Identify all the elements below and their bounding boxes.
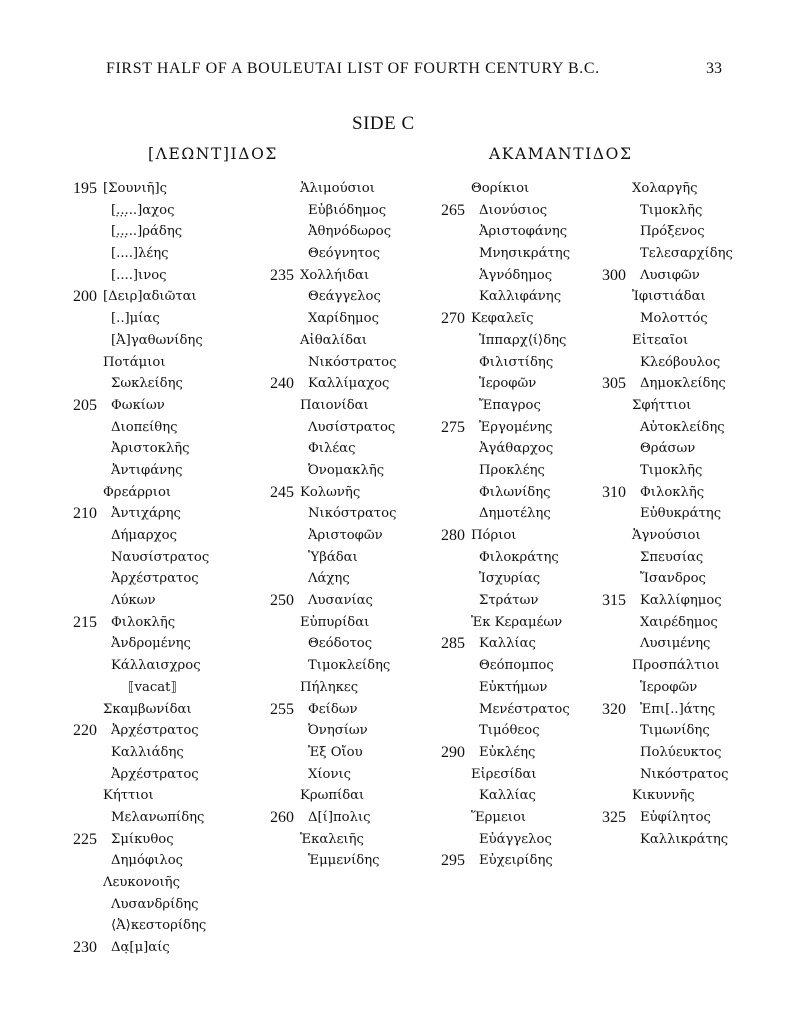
deme-heading bbox=[300, 395, 396, 417]
entry-text: Θεάγγελος bbox=[308, 289, 381, 305]
entry-text: Λυσίστρατος bbox=[308, 419, 396, 435]
entry-text: Ἱππαρχ⟨ί⟩δης bbox=[479, 332, 567, 348]
line-number: 210 bbox=[73, 505, 97, 523]
name-entry bbox=[73, 829, 209, 851]
deme-heading bbox=[471, 764, 570, 786]
line-number: 285 bbox=[441, 635, 465, 653]
line-number: 290 bbox=[441, 743, 465, 761]
line-number: 205 bbox=[73, 396, 97, 414]
entry-text: Κεφαλεῖς bbox=[471, 311, 534, 327]
name-entry bbox=[300, 200, 396, 222]
name-entry bbox=[471, 677, 570, 699]
entry-text: Ἱεροφῶν bbox=[640, 679, 698, 695]
name-entry bbox=[632, 417, 733, 439]
entry-text: Φρεάρριοι bbox=[103, 484, 172, 500]
entry-text: Προσπάλτιοι bbox=[632, 658, 720, 674]
deme-heading bbox=[300, 677, 396, 699]
deme-heading bbox=[103, 482, 209, 504]
page-number: 33 bbox=[706, 60, 722, 77]
entry-text: Ἀνδρομένης bbox=[111, 636, 191, 652]
tribe-heading-akamantis: ΑΚΑΜΑΝΤΙΔΟΣ bbox=[489, 145, 633, 163]
name-entry bbox=[471, 265, 570, 287]
entry-text: Θεόπομπος bbox=[479, 658, 554, 674]
deme-heading bbox=[103, 785, 209, 807]
deme-heading bbox=[632, 525, 733, 547]
entry-text: Ἐξ Οἴου bbox=[308, 744, 363, 760]
name-entry bbox=[632, 438, 733, 460]
entry-text: Σκαμβωνίδαι bbox=[103, 701, 192, 717]
name-entry bbox=[300, 308, 396, 330]
name-entry bbox=[632, 460, 733, 482]
name-entry bbox=[632, 308, 733, 330]
entry-text: [Σουνιῆ]ς bbox=[103, 181, 168, 196]
line-number: 225 bbox=[73, 830, 97, 848]
name-entry bbox=[632, 720, 733, 742]
entry-text: Διονύσιος bbox=[479, 202, 548, 218]
name-entry bbox=[471, 221, 570, 243]
name-entry bbox=[103, 742, 209, 764]
name-entry bbox=[300, 221, 396, 243]
name-entry bbox=[103, 330, 209, 352]
name-entry bbox=[300, 764, 396, 786]
name-entry bbox=[300, 438, 396, 460]
entry-text: Λυσιφῶν bbox=[640, 267, 700, 283]
entry-text: Λυσιμένης bbox=[640, 636, 711, 652]
name-entry bbox=[441, 200, 570, 222]
name-entry bbox=[602, 373, 733, 395]
tribe-heading-leontis: [ΛΕΩΝΤ]ΙΔΟΣ bbox=[148, 145, 278, 163]
entry-text: Φιλιστίδης bbox=[479, 354, 554, 370]
entry-text: Ἐπι[..]άτης bbox=[640, 701, 716, 717]
name-entry bbox=[103, 590, 209, 612]
entry-text: Θράσων bbox=[640, 441, 696, 457]
entry-text: Προκλέης bbox=[479, 462, 545, 478]
name-entry bbox=[471, 460, 570, 482]
line-number: 300 bbox=[602, 266, 626, 284]
entry-text: Θορίκιοι bbox=[471, 181, 530, 196]
entry-text: [Ἀ]γαθωνίδης bbox=[111, 332, 203, 348]
entry-text: [....]λέης bbox=[111, 246, 169, 262]
line-number: 270 bbox=[441, 310, 465, 328]
name-entry bbox=[602, 265, 733, 287]
entry-text: Φιλοκράτης bbox=[479, 549, 559, 565]
entry-text: Αὐτοκλείδης bbox=[640, 419, 725, 435]
entry-text: ⟦vacat⟧ bbox=[128, 679, 177, 695]
entry-text: Χίονις bbox=[308, 766, 352, 782]
name-entry bbox=[73, 937, 209, 959]
name-entry bbox=[632, 829, 733, 851]
entry-text: Φιλέας bbox=[308, 441, 356, 457]
entry-text: Σφήττιοι bbox=[632, 397, 692, 413]
name-entry bbox=[103, 655, 209, 677]
name-entry bbox=[471, 655, 570, 677]
entry-text: Μελανωπίδης bbox=[111, 809, 205, 825]
deme-heading bbox=[300, 612, 396, 634]
deme-heading bbox=[300, 829, 396, 851]
name-entry bbox=[471, 438, 570, 460]
entry-text: Τιμόθεος bbox=[479, 723, 540, 739]
entry-text: Ἀριστοκλῆς bbox=[111, 441, 190, 457]
line-number: 235 bbox=[270, 266, 294, 284]
entry-text: Ἰφιστιάδαι bbox=[632, 289, 706, 305]
entry-text: Εἰρεσίδαι bbox=[471, 766, 537, 782]
deme-heading bbox=[300, 178, 396, 200]
entry-text: Λευκονοιῆς bbox=[103, 875, 180, 890]
name-column-1 bbox=[73, 178, 210, 959]
entry-text: Δημοτέλης bbox=[479, 506, 551, 522]
name-entry bbox=[300, 720, 396, 742]
entry-text: Ἕρμειοι bbox=[471, 809, 527, 825]
name-entry bbox=[103, 633, 209, 655]
entry-text: Δήμαρχος bbox=[111, 528, 177, 543]
entry-text: Ἴσανδρος bbox=[640, 571, 706, 587]
name-entry bbox=[632, 200, 733, 222]
line-number: 295 bbox=[441, 852, 465, 870]
entry-text: Σωκλείδης bbox=[111, 376, 183, 392]
line-number: 305 bbox=[602, 375, 626, 393]
entry-text: Μενέστρατος bbox=[479, 701, 570, 717]
entry-text: Εὐάγγελος bbox=[479, 831, 552, 847]
name-entry bbox=[471, 352, 570, 374]
entry-text: Καλλίφημος bbox=[640, 593, 722, 609]
entry-text: Νικόστρατος bbox=[640, 766, 729, 782]
name-entry bbox=[103, 525, 209, 547]
name-entry bbox=[103, 764, 209, 786]
name-entry bbox=[471, 286, 570, 308]
entry-text: Εὐφίλητος bbox=[640, 809, 711, 825]
deme-heading bbox=[471, 612, 570, 634]
entry-text: Τιμοκλῆς bbox=[640, 202, 703, 218]
entry-text: Χαιρέδημος bbox=[640, 614, 718, 630]
line-number: 280 bbox=[441, 527, 465, 544]
name-entry bbox=[300, 460, 396, 482]
name-entry bbox=[270, 807, 396, 829]
name-entry bbox=[441, 742, 570, 764]
entry-text: Λυσανίας bbox=[308, 593, 373, 609]
entry-text: Φείδων bbox=[308, 701, 358, 717]
entry-text: Καλλιφάνης bbox=[479, 289, 562, 305]
entry-text: Δημοκλείδης bbox=[640, 376, 726, 392]
name-entry bbox=[103, 460, 209, 482]
entry-text: Ἀριστοφῶν bbox=[308, 528, 383, 543]
line-number: 250 bbox=[270, 592, 294, 610]
name-entry bbox=[103, 568, 209, 590]
name-entry bbox=[103, 221, 209, 243]
deme-heading bbox=[103, 352, 209, 374]
name-entry bbox=[632, 243, 733, 265]
deme-heading bbox=[270, 265, 396, 287]
entry-text: Ἐκ Κεραμέων bbox=[471, 614, 563, 630]
entry-text: Ναυσίστρατος bbox=[111, 549, 210, 565]
name-entry bbox=[471, 482, 570, 504]
entry-text: Χολαργῆς bbox=[632, 181, 698, 196]
name-entry bbox=[471, 547, 570, 569]
name-entry bbox=[632, 612, 733, 634]
name-entry bbox=[270, 590, 396, 612]
entry-text: Φιλοκλῆς bbox=[640, 484, 705, 500]
entry-text: Παιονίδαι bbox=[300, 397, 369, 413]
name-entry bbox=[300, 547, 396, 569]
entry-text: Κρωπίδαι bbox=[300, 788, 365, 804]
line-number: 200 bbox=[73, 288, 97, 306]
name-entry bbox=[471, 829, 570, 851]
deme-heading bbox=[632, 178, 733, 200]
deme-heading bbox=[632, 395, 733, 417]
name-entry bbox=[471, 568, 570, 590]
entry-text: Φιλωνίδης bbox=[479, 484, 551, 500]
entry-text: Ἑμμενίδης bbox=[308, 853, 380, 869]
entry-text: Φωκίων bbox=[111, 397, 165, 413]
entry-text: Καλλίας bbox=[479, 636, 536, 652]
name-entry bbox=[103, 850, 209, 872]
deme-heading bbox=[103, 699, 209, 721]
name-entry bbox=[103, 417, 209, 439]
deme-heading bbox=[632, 286, 733, 308]
name-entry bbox=[471, 699, 570, 721]
name-entry bbox=[270, 699, 396, 721]
entry-text: Σπευσίας bbox=[640, 549, 704, 565]
entry-text: Τιμοκλῆς bbox=[640, 462, 703, 478]
deme-heading bbox=[73, 286, 209, 308]
entry-text: Μολοττός bbox=[640, 311, 708, 327]
entry-text: Μνησικράτης bbox=[479, 246, 571, 262]
deme-heading bbox=[441, 308, 570, 330]
line-number: 265 bbox=[441, 201, 465, 219]
name-entry bbox=[300, 655, 396, 677]
entry-text: Ἀρχέστρατος bbox=[111, 571, 199, 587]
entry-text: Δ[ί]πολις bbox=[308, 809, 371, 825]
name-entry bbox=[632, 352, 733, 374]
entry-text: Ὑβάδαι bbox=[308, 549, 358, 565]
name-entry bbox=[103, 308, 209, 330]
deme-heading bbox=[632, 785, 733, 807]
name-entry bbox=[103, 807, 209, 829]
entry-text: Εὐπυρίδαι bbox=[300, 614, 370, 630]
entry-text: Κλεόβουλος bbox=[640, 354, 721, 370]
deme-heading bbox=[270, 482, 396, 504]
entry-text: [.̣.̣.̣..]αχος bbox=[111, 202, 175, 218]
name-entry bbox=[471, 590, 570, 612]
name-entry bbox=[471, 395, 570, 417]
name-column-3 bbox=[441, 178, 571, 872]
name-entry bbox=[632, 503, 733, 525]
entry-text: Ἀντιχάρης bbox=[111, 506, 181, 522]
deme-heading bbox=[471, 807, 570, 829]
line-number: 195 bbox=[73, 180, 97, 197]
line-number: 260 bbox=[270, 808, 294, 826]
deme-heading bbox=[632, 330, 733, 352]
entry-text: Ἔπαγρος bbox=[479, 397, 541, 413]
line-number: 315 bbox=[602, 592, 626, 610]
name-entry bbox=[103, 894, 209, 916]
name-entry bbox=[300, 352, 396, 374]
name-column-4 bbox=[602, 178, 733, 850]
entry-text: Κικυννῆς bbox=[632, 788, 695, 804]
line-number: 245 bbox=[270, 483, 294, 501]
entry-text: Φιλοκλῆς bbox=[111, 614, 176, 630]
name-entry bbox=[441, 417, 570, 439]
name-entry bbox=[471, 243, 570, 265]
entry-text: Εὐκτήμων bbox=[479, 679, 548, 695]
name-entry bbox=[441, 850, 570, 872]
name-entry bbox=[103, 677, 209, 699]
entry-text: Τελεσαρχίδης bbox=[640, 246, 733, 262]
entry-text: Τιμωνίδης bbox=[640, 723, 710, 739]
entry-text: Ἁγνόδημος bbox=[479, 267, 553, 283]
name-entry bbox=[103, 373, 209, 395]
entry-text: Λυσανδρίδης bbox=[111, 896, 199, 912]
entry-text: Ἁγνούσιοι bbox=[632, 528, 701, 543]
entry-text: Χαρίδημος bbox=[308, 311, 379, 327]
name-entry bbox=[300, 633, 396, 655]
deme-heading bbox=[73, 178, 209, 200]
name-entry bbox=[300, 243, 396, 265]
name-entry bbox=[103, 915, 209, 937]
name-entry bbox=[602, 699, 733, 721]
name-entry bbox=[471, 373, 570, 395]
entry-text: Εἰτεαῖοι bbox=[632, 332, 689, 348]
line-number: 230 bbox=[73, 939, 97, 957]
entry-text: Ἀγάθαρχος bbox=[479, 441, 554, 457]
entry-text: Εὐκλέης bbox=[479, 744, 536, 760]
entry-text: Πήληκες bbox=[300, 679, 359, 695]
name-entry bbox=[300, 525, 396, 547]
entry-text: Ἀριστοφάνης bbox=[479, 224, 568, 240]
entry-text: Καλλικράτης bbox=[640, 831, 729, 847]
deme-heading bbox=[300, 785, 396, 807]
running-head: FIRST HALF OF A BOULEUTAI LIST OF FOURTH CENTURY B.C. bbox=[106, 60, 600, 77]
entry-text: Πολύευκτος bbox=[640, 744, 722, 760]
name-entry bbox=[602, 590, 733, 612]
name-entry bbox=[632, 677, 733, 699]
entry-text: Ἀθηνόδωρος bbox=[308, 224, 392, 240]
entry-text: Νικόστρατος bbox=[308, 354, 397, 370]
deme-heading bbox=[103, 872, 209, 894]
entry-text: [....]ινος bbox=[111, 267, 167, 283]
entry-text: Εὐχειρίδης bbox=[479, 853, 553, 869]
name-entry bbox=[73, 503, 209, 525]
entry-text: Ἀρχέστρατος bbox=[111, 766, 199, 782]
entry-text: Λάχης bbox=[308, 571, 350, 587]
entry-text: Διοπείθης bbox=[111, 419, 178, 435]
line-number: 325 bbox=[602, 808, 626, 826]
entry-text: Τιμοκλείδης bbox=[308, 658, 391, 674]
line-number: 255 bbox=[270, 700, 294, 718]
name-entry bbox=[632, 633, 733, 655]
entry-text: Πρόξενος bbox=[640, 224, 705, 240]
name-entry bbox=[441, 633, 570, 655]
name-entry bbox=[300, 742, 396, 764]
name-entry bbox=[300, 568, 396, 590]
entry-text: Δημόφιλος bbox=[111, 853, 184, 869]
name-entry bbox=[73, 395, 209, 417]
entry-text: Εὐβιόδημος bbox=[308, 202, 387, 218]
entry-text: [..]μίας bbox=[111, 311, 160, 327]
entry-text: Λύκων bbox=[111, 593, 156, 609]
name-entry bbox=[602, 482, 733, 504]
deme-heading bbox=[471, 178, 570, 200]
line-number: 240 bbox=[270, 375, 294, 393]
name-entry bbox=[270, 373, 396, 395]
entry-text: Θεόγνητος bbox=[308, 246, 381, 262]
deme-heading bbox=[300, 330, 396, 352]
deme-heading bbox=[441, 525, 570, 547]
name-entry bbox=[103, 265, 209, 287]
entry-text: Δα̣[μ]αίς bbox=[111, 940, 170, 956]
entry-text: Αἰθαλίδαι bbox=[300, 332, 368, 348]
entry-text: Χολλήιδαι bbox=[300, 267, 370, 283]
side-title: SIDE C bbox=[352, 113, 415, 134]
name-entry bbox=[103, 547, 209, 569]
entry-text: Ποτάμιοι bbox=[103, 354, 166, 370]
name-entry bbox=[73, 612, 209, 634]
entry-text: Ὀνησίων bbox=[308, 723, 368, 739]
entry-text: Ἑκαλειῆς bbox=[300, 831, 364, 847]
entry-text: Ἱεροφῶν bbox=[479, 376, 537, 392]
entry-text: Ἐργομένης bbox=[479, 419, 553, 435]
deme-heading bbox=[632, 655, 733, 677]
name-entry bbox=[300, 850, 396, 872]
entry-text: Ἀρχέστρατος bbox=[111, 723, 199, 739]
entry-text: Θεόδοτος bbox=[308, 636, 373, 652]
name-column-2 bbox=[270, 178, 397, 872]
entry-text: [.̣.̣.̣..]ράδης bbox=[111, 224, 183, 240]
entry-text: Ἰσχυρίας bbox=[479, 571, 541, 587]
name-entry bbox=[632, 742, 733, 764]
name-entry bbox=[300, 286, 396, 308]
name-entry bbox=[632, 221, 733, 243]
name-entry bbox=[73, 720, 209, 742]
name-entry bbox=[471, 785, 570, 807]
entry-text: Ὀνομακλῆς bbox=[308, 462, 385, 478]
entry-text: ⟨Ἀ⟩κεστορίδης bbox=[111, 918, 207, 934]
name-entry bbox=[471, 503, 570, 525]
name-entry bbox=[632, 547, 733, 569]
entry-text: Κάλλαισχρος bbox=[111, 658, 201, 674]
entry-text: Σμίκυθος bbox=[111, 831, 174, 847]
name-entry bbox=[300, 417, 396, 439]
name-entry bbox=[103, 243, 209, 265]
entry-text: Πόριοι bbox=[471, 528, 517, 543]
entry-text: [Δειρ]αδιῶται bbox=[103, 289, 197, 305]
entry-text: Καλλιάδης bbox=[111, 744, 184, 760]
entry-text: Εὐθυκράτης bbox=[640, 506, 722, 522]
line-number: 220 bbox=[73, 722, 97, 740]
entry-text: Καλλίμαχος bbox=[308, 376, 390, 392]
name-entry bbox=[300, 503, 396, 525]
entry-text: Κήττιοι bbox=[103, 788, 154, 804]
name-entry bbox=[103, 438, 209, 460]
line-number: 310 bbox=[602, 483, 626, 501]
line-number: 320 bbox=[602, 700, 626, 718]
entry-text: Στράτων bbox=[479, 593, 539, 609]
name-entry bbox=[602, 807, 733, 829]
entry-text: Ἀντιφάνης bbox=[111, 462, 183, 478]
name-entry bbox=[471, 720, 570, 742]
name-entry bbox=[632, 764, 733, 786]
line-number: 215 bbox=[73, 613, 97, 631]
entry-text: Ἁλιμούσιοι bbox=[300, 181, 375, 196]
line-number: 275 bbox=[441, 418, 465, 436]
name-entry bbox=[471, 330, 570, 352]
entry-text: Κολωνῆς bbox=[300, 484, 361, 500]
entry-text: Νικόστρατος bbox=[308, 506, 397, 522]
entry-text: Καλλίας bbox=[479, 788, 536, 804]
name-entry bbox=[632, 568, 733, 590]
name-entry bbox=[103, 200, 209, 222]
